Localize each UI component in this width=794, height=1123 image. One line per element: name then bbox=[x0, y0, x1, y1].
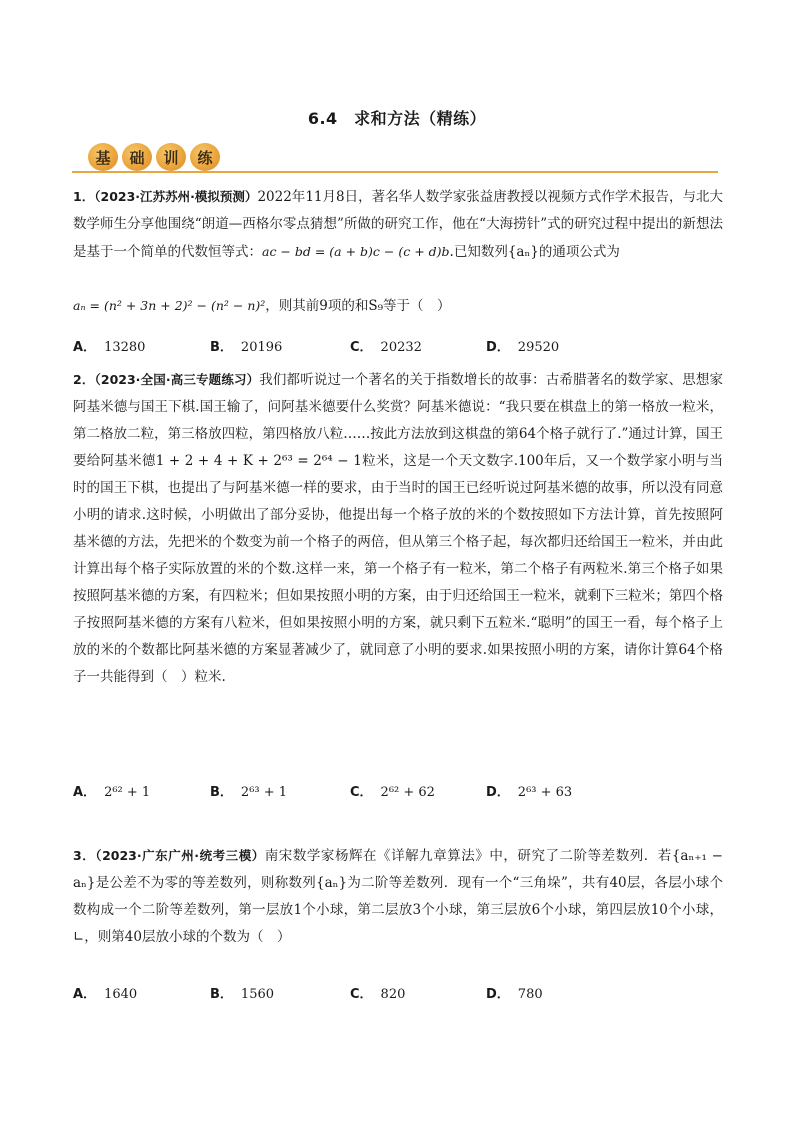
option-label: A． bbox=[73, 340, 97, 355]
option-value: 2⁶³ + 1 bbox=[240, 785, 288, 800]
question-3 bbox=[73, 842, 723, 951]
banner-char: 训 bbox=[156, 143, 186, 171]
sequence-formula: aₙ = (n² + 3n + 2)² − (n² − n)² bbox=[73, 298, 266, 313]
question-1-options bbox=[73, 336, 723, 356]
option-value: 780 bbox=[517, 987, 543, 1002]
option-label: C． bbox=[350, 785, 373, 800]
option-a[interactable] bbox=[73, 781, 150, 800]
question-2-options bbox=[73, 781, 723, 801]
option-value: 13280 bbox=[104, 340, 146, 355]
question-1-formula-line bbox=[73, 292, 723, 320]
option-b[interactable] bbox=[210, 336, 282, 355]
question-text: .已知数列{aₙ}的通项公式为 bbox=[449, 244, 620, 260]
option-c[interactable] bbox=[350, 336, 422, 355]
option-label: C． bbox=[350, 340, 373, 355]
question-text: 2022年11月8日，著名华人数学家张益唐教授以视频方式作学术报告，与北大数学师生分享他围绕“朗道—西格尔零点猜想”所做的研究工作，他在“大海捞针”式的研究过程中提出的新想法是基于一个简单的代数恒等式： bbox=[73, 189, 723, 260]
banner-char: 基 bbox=[88, 143, 118, 171]
option-value: 2⁶² + 62 bbox=[380, 785, 435, 800]
option-label: C． bbox=[350, 987, 373, 1002]
option-value: 2⁶² + 1 bbox=[104, 785, 151, 800]
option-label: B． bbox=[210, 987, 233, 1002]
option-value: 1560 bbox=[240, 987, 275, 1002]
option-a[interactable] bbox=[73, 336, 145, 355]
option-c[interactable] bbox=[350, 983, 405, 1002]
option-d[interactable] bbox=[486, 336, 559, 355]
option-label: D． bbox=[486, 987, 510, 1002]
page-title: 6.4 求和方法（精练） bbox=[307, 109, 487, 128]
option-value: 1640 bbox=[104, 987, 138, 1002]
banner-char: 练 bbox=[190, 143, 220, 171]
question-1 bbox=[73, 183, 723, 266]
question-number: 1． bbox=[73, 189, 95, 204]
option-d[interactable] bbox=[486, 781, 572, 800]
option-value: 29520 bbox=[517, 340, 560, 355]
question-source: （2023·江苏苏州·模拟预测） bbox=[94, 189, 258, 204]
option-label: D． bbox=[486, 340, 510, 355]
question-number: 3． bbox=[73, 848, 96, 863]
question-source: （2023·全国·高三专题练习） bbox=[94, 372, 260, 387]
question-text: 南宋数学家杨辉在《详解九章算法》中，研究了二阶等差数列．若{aₙ₊₁ − aₙ}是公差不为零的等差数列，则称数列{aₙ}为二阶等差数列．现有一个“三角垛”，共有40层，各层小球个数构成一个二阶等差数列，第一层放1个小球，第二层放3个小球，第三层放6个小球，第四层放10个小球，∟，则第40层放小球的个数为（ ） bbox=[73, 848, 723, 945]
section-banner bbox=[88, 143, 220, 171]
section-divider bbox=[72, 171, 718, 173]
option-label: B． bbox=[210, 785, 233, 800]
question-text: ，则其前9项的和S₉等于（ ） bbox=[265, 298, 451, 314]
question-source: （2023·广东广州·统考三模） bbox=[95, 848, 265, 863]
question-2 bbox=[73, 366, 723, 691]
banner-char: 础 bbox=[122, 143, 152, 171]
option-a[interactable] bbox=[73, 983, 137, 1002]
option-value: 2⁶³ + 63 bbox=[517, 785, 573, 800]
question-text: 我们都听说过一个著名的关于指数增长的故事：古希腊著名的数学家、思想家阿基米德与国王下棋.国王输了，问阿基米德要什么奖赏？阿基米德说：“我只要在棋盘上的第一格放一粒米，第二格放二粒，第三格放四粒，第四格放八粒……按此方法放到这棋盘的第64个格子就行了.”通过计算，国王要给阿基米德1 + 2 + 4 + K + 2⁶³ = 2⁶⁴ − 1粒米，这是一个天文数字.100年后，又一个数学家小明与当时的国王下棋，也提出了与阿基米德一样的要求，由于当时的国王已经听说过阿基米德的故事，所以没有同意小明的请求.这时候，小明做出了部分妥协，他提出每一个格子放的米的个数按照如下方法计算，首先按照阿基米德的方法，先把米的个数变为前一个格子的两倍，但从第三个格子起，每次都归还给国王一粒米，并由此计算出每个格子实际放置的米的个数.这样一来，第一个格子有一粒米，第二个格子有两粒米.第三个格子如果按照阿基米德的方案，有四粒米；但如果按照小明的方案，由于归还给国王一粒米，就剩下三粒米；第四个格子按照阿基米德的方案有八粒米，但如果按照小明的方案，就只剩下五粒米.“聪明”的国王一看，每个格子上放的米的个数都比阿基米德的方案显著减少了，就同意了小明的要求.如果按照小明的方案，请你计算64个格子一共能得到（ ）粒米. bbox=[73, 372, 724, 685]
option-value: 20196 bbox=[240, 340, 283, 355]
option-b[interactable] bbox=[210, 983, 274, 1002]
option-d[interactable] bbox=[486, 983, 543, 1002]
identity-formula: ac − bd = (a + b)c − (c + d)b bbox=[262, 244, 450, 259]
option-label: A． bbox=[73, 987, 97, 1002]
option-value: 820 bbox=[380, 987, 406, 1002]
option-label: A． bbox=[73, 785, 97, 800]
question-3-options bbox=[73, 983, 723, 1003]
option-value: 20232 bbox=[380, 340, 422, 355]
option-label: B． bbox=[210, 340, 233, 355]
question-number: 2． bbox=[73, 372, 95, 387]
option-label: D． bbox=[486, 785, 510, 800]
option-b[interactable] bbox=[210, 781, 287, 800]
option-c[interactable] bbox=[350, 781, 435, 800]
